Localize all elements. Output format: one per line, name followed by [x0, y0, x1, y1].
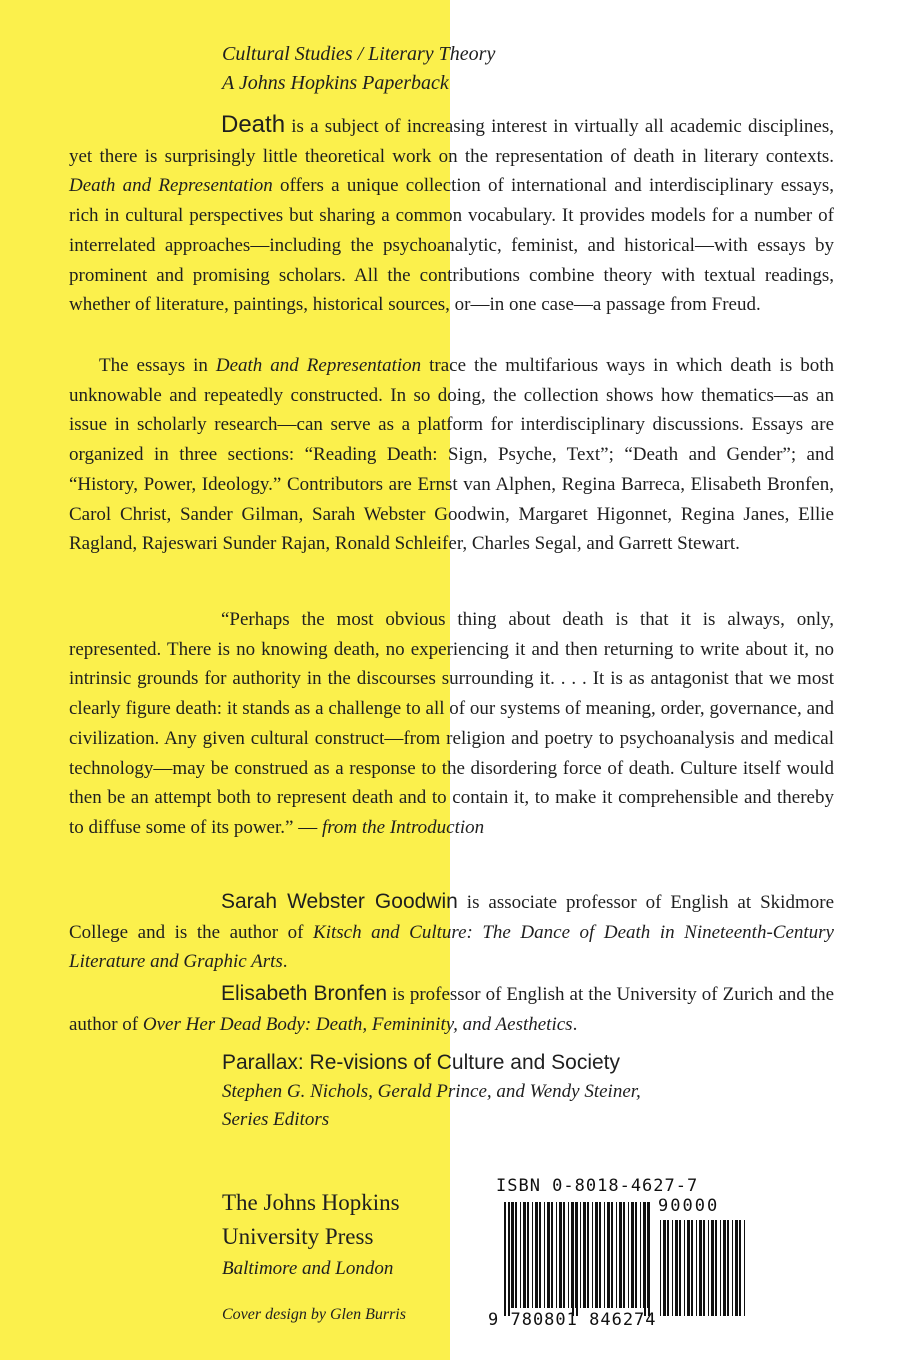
barcode-bar — [727, 1220, 729, 1316]
publisher-imprint — [222, 1186, 400, 1284]
editor-name-goodwin: Sarah Webster Goodwin — [221, 890, 458, 913]
isbn-barcode — [486, 1176, 748, 1340]
barcode-bar — [607, 1202, 610, 1308]
barcode-guard-bar — [508, 1202, 510, 1316]
series-editors: Stephen G. Nichols, Gerald Prince, and Wendy Steiner, — [222, 1081, 641, 1102]
barcode-bar — [527, 1202, 529, 1308]
barcode-bar — [631, 1202, 634, 1308]
editor-name-bronfen: Elisabeth Bronfen — [221, 982, 388, 1005]
barcode-bar — [696, 1220, 697, 1316]
barcode-bar — [715, 1220, 717, 1316]
editor-bio-bronfen — [69, 979, 834, 1039]
barcode-bar — [684, 1220, 685, 1316]
barcode-bar — [556, 1202, 557, 1308]
bio2-text-b: . — [572, 1013, 578, 1035]
barcode-bar — [675, 1220, 678, 1316]
book-title: Death and Representation — [69, 175, 273, 197]
barcode-bar — [592, 1202, 593, 1308]
bio2-text-a: is professor of English at the University of Zurich and the author of — [69, 984, 835, 1035]
barcode-bar — [599, 1202, 601, 1308]
barcode-guard-bar — [504, 1202, 506, 1316]
barcode-guard-bar — [576, 1202, 578, 1316]
barcode-bar — [583, 1202, 586, 1308]
barcode-bar — [568, 1202, 569, 1308]
barcode-bar — [732, 1220, 733, 1316]
barcode-bar — [635, 1202, 637, 1308]
barcode-bar — [547, 1202, 550, 1308]
book-title-2: Death and Representation — [215, 355, 422, 376]
barcode-bar — [640, 1202, 641, 1308]
para2-text-b: trace the multifarious ways in which death is both unknowable and repeatedly constructed. In so doing, the collection shows how thematics—as an issue in scholarly research—can serve as a platform for interdisciplinary discussions. Essays are organized in three sections: “Reading Death: Sign, Psyche, Text”; “Death and Gender”; and “History, Power, Ideology.” Contributors are Ernst van Alphen, Regina Barreca, Elisabeth Bronfen, Carol Christ, Sander Gilman, Sarah Webster Goodwin, Margaret Higonnet, Regina Janes, Ellie Ragland, Rajeswari Sunder Rajan, Ronald Schleifer, Charles Segal, and Garrett Stewart. — [69, 355, 834, 555]
barcode-bar — [616, 1202, 617, 1308]
barcode-bar — [532, 1202, 533, 1308]
barcode-bar — [515, 1202, 517, 1308]
barcode-bar — [520, 1202, 521, 1308]
quote-text: “Perhaps the most obvious thing about death is that it is always, only, represented. There is no knowing death, no experiencing it and then returning to write about it, no intrinsic grounds for authority in the discourses surrounding it. . . . It is as antagonist that we most clearly figure death: it stands as a challenge to all of our systems of meaning, order, governance, and civilization. Any given cultural construct—from religion and poetry to psychoanalysis and medical technology—may be construed as a response to the disordering force of death. Culture itself would then be an attempt both to represent death and to contain it, to make it comprehensible and thereby to diffuse some of its power.” — — [69, 609, 834, 838]
barcode-bar — [744, 1220, 745, 1316]
lead-word: Death — [221, 111, 286, 138]
cover-design-credit: Cover design by Glen Burris — [222, 1306, 406, 1323]
barcode-bar — [679, 1220, 681, 1316]
barcode-bar — [559, 1202, 562, 1308]
barcode-bar — [663, 1220, 666, 1316]
barcode-bar — [595, 1202, 598, 1308]
barcode-bar — [551, 1202, 553, 1308]
series-info — [222, 1048, 822, 1134]
para1-text-a: is a subject of increasing interest in virtually all academic disciplines, yet there is surprisingly little theoretical work on the representation of death in literary contexts. — [69, 116, 834, 167]
barcode-bar — [687, 1220, 690, 1316]
barcode-bar — [703, 1220, 705, 1316]
barcode-bar — [604, 1202, 605, 1308]
publisher-name-line2: University Press — [222, 1224, 374, 1249]
barcode-guard-bar — [644, 1202, 646, 1316]
barcode-bar — [628, 1202, 629, 1308]
paperback-label: A Johns Hopkins Paperback — [222, 72, 449, 94]
barcode-bar — [672, 1220, 673, 1316]
barcode-bar — [563, 1202, 565, 1308]
description-paragraph-1 — [69, 110, 834, 320]
bio1-text-b: . — [282, 951, 288, 973]
barcode-bar — [720, 1220, 721, 1316]
introduction-quote — [69, 605, 834, 843]
barcode-bar — [535, 1202, 538, 1308]
subject-category: Cultural Studies / Literary Theory — [222, 43, 496, 65]
para2-text-a: The essays in — [99, 355, 216, 376]
bio1-text-a: is associate professor of English at Skidmore College and is the author of — [69, 892, 834, 943]
barcode-bar — [523, 1202, 526, 1308]
publisher-name-line1: The Johns Hopkins — [222, 1190, 400, 1215]
barcode-bar — [735, 1220, 738, 1316]
barcode-bar — [711, 1220, 714, 1316]
barcode-guard-bar — [648, 1202, 650, 1316]
bio1-book: Kitsch and Culture: The Dance of Death in Nineteenth-Century Literature and Graphic Arts — [69, 921, 834, 973]
barcode-guard-bar — [572, 1202, 574, 1316]
barcode-bar — [511, 1202, 514, 1308]
barcode-bar — [539, 1202, 541, 1308]
editor-bio-goodwin — [69, 887, 834, 977]
barcode-bar — [544, 1202, 545, 1308]
series-editors-role: Series Editors — [222, 1109, 330, 1130]
isbn-number: ISBN 0-8018-4627-7 — [496, 1176, 699, 1196]
barcode-bar — [691, 1220, 693, 1316]
barcode-bar — [611, 1202, 613, 1308]
price-addon-code: 90000 — [658, 1196, 720, 1216]
publisher-location: Baltimore and London — [222, 1258, 394, 1279]
quote-attribution: from the Introduction — [321, 816, 485, 838]
ean-digits: 9 780801 846274 — [488, 1310, 657, 1330]
barcode-bar — [667, 1220, 669, 1316]
barcode-bar — [619, 1202, 622, 1308]
barcode-bar — [580, 1202, 581, 1308]
barcode-bar — [699, 1220, 702, 1316]
bio2-book: Over Her Dead Body: Death, Femininity, and Aesthetics — [142, 1013, 573, 1035]
description-paragraph-2 — [69, 351, 834, 559]
series-title: Parallax: Re-visions of Culture and Society — [222, 1051, 621, 1074]
barcode-bar — [708, 1220, 709, 1316]
barcode-bar — [623, 1202, 625, 1308]
para1-text-b: offers a unique collection of international and interdisciplinary essays, rich in cultural perspectives but sharing a common vocabulary. It provides models for a number of interrelated approaches—including the psychoanalytic, feminist, and historical—with essays by prominent and promising scholars. All the contributions combine theory with textual readings, whether of literature, paintings, historical sources, or—in one case—a passage from Freud. — [69, 175, 834, 316]
barcode-bar — [739, 1220, 741, 1316]
barcode-bar — [660, 1220, 661, 1316]
barcode-bar — [587, 1202, 589, 1308]
barcode-bar — [723, 1220, 726, 1316]
subject-header — [222, 40, 495, 98]
